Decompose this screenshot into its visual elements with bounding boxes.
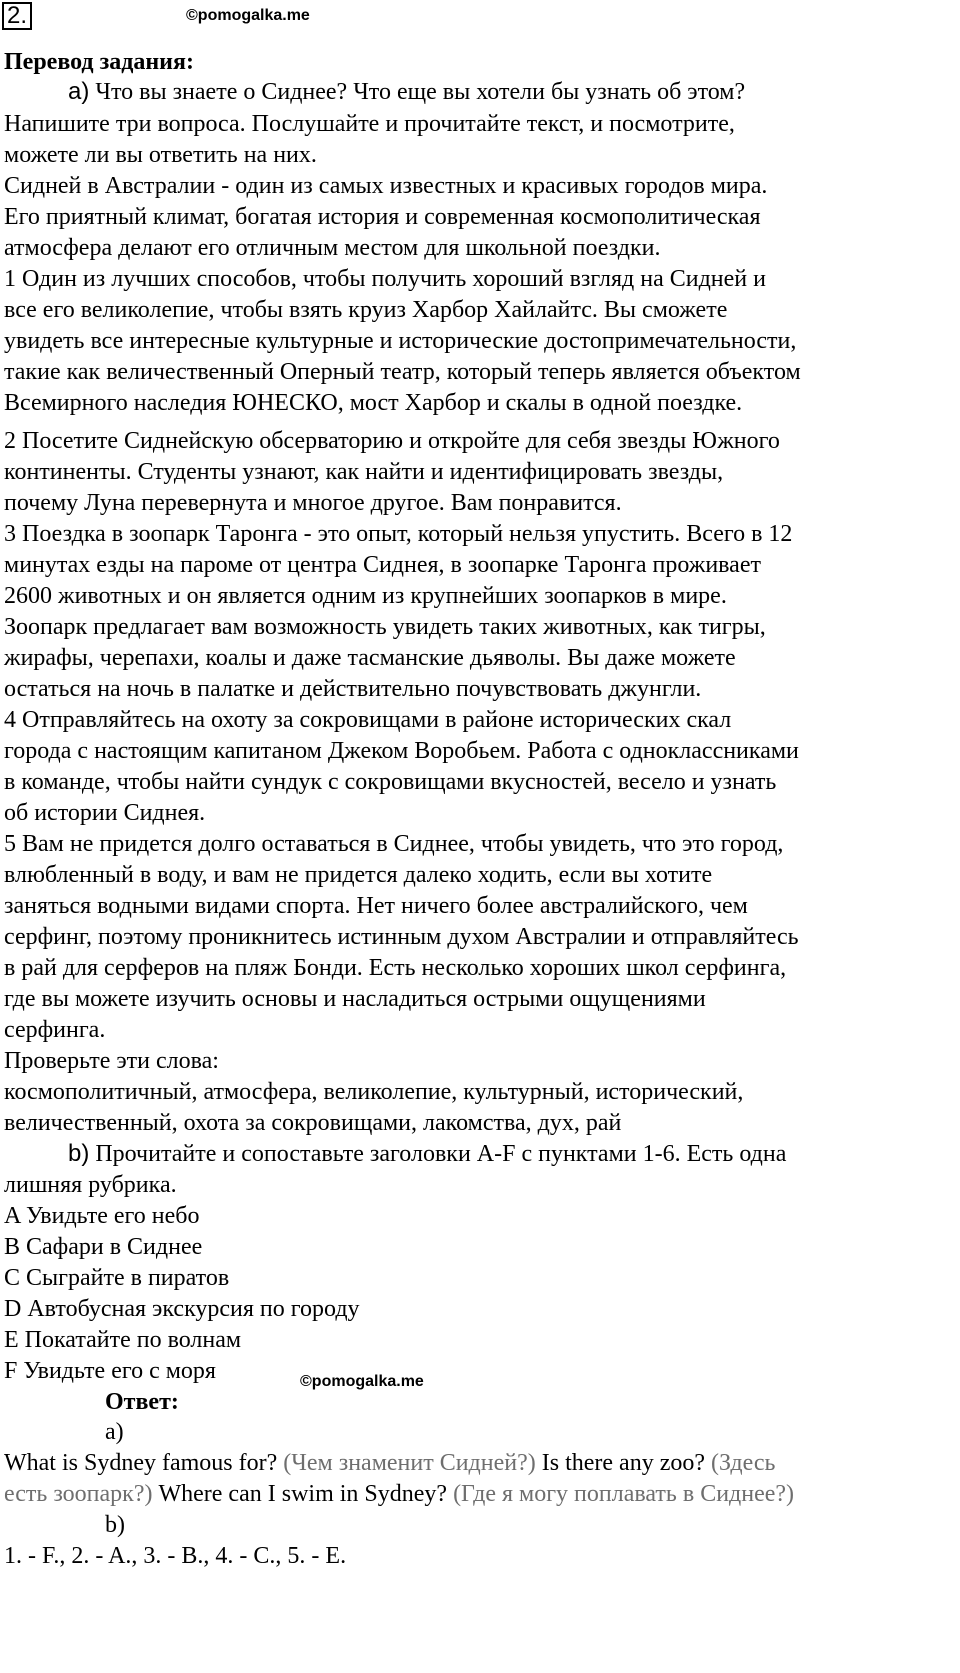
text-line: все его великолепие, чтобы взять круиз Харбор Хайлайтс. Вы сможете xyxy=(4,297,728,323)
text-line: заняться водными видами спорта. Нет ничего более австралийского, чем xyxy=(4,893,748,919)
text-line: об истории Сиднея. xyxy=(4,800,206,826)
text-line: Напишите три вопроса. Послушайте и прочитайте текст, и посмотрите, xyxy=(4,111,735,137)
vocabulary-line: космополитичный, атмосфера, великолепие, культурный, исторический, xyxy=(4,1079,744,1105)
answer-b-text: 1. - F., 2. - A., 3. - B., 4. - C., 5. - E. xyxy=(4,1543,347,1569)
heading-option-f: F Увидьте его с моря xyxy=(4,1358,216,1384)
text-line: жирафы, черепахи, коалы и даже тасманские дьяволы. Вы даже можете xyxy=(4,645,736,671)
text-line: Сидней в Австралии - один из самых известных и красивых городов мира. xyxy=(4,173,768,199)
paragraph-1-line: 1 Один из лучших способов, чтобы получить хороший взгляд на Сидней и xyxy=(4,266,766,292)
text-line: континенты. Студенты узнают, как найти и идентифицировать звезды, xyxy=(4,459,724,485)
part-b-label: b) xyxy=(68,1140,90,1167)
task-number-box: 2. xyxy=(2,2,32,30)
text-line: серфинг, поэтому проникнитесь истинным духом Австралии и отправляйтесь xyxy=(4,924,799,950)
vocabulary-line: величественный, охота за сокровищами, лакомства, дух, рай xyxy=(4,1110,622,1136)
translation-heading: Перевод задания: xyxy=(4,49,194,75)
heading-option-a: A Увидьте его небо xyxy=(4,1203,200,1229)
text-line: Его приятный климат, богатая история и современная космополитическая xyxy=(4,204,761,230)
text-line: почему Луна перевернута и многое другое. Вам понравится. xyxy=(4,490,622,516)
answer-b-label: b) xyxy=(105,1512,125,1538)
watermark-top: ©pomogalka.me xyxy=(186,7,310,24)
heading-option-d: D Автобусная экскурсия по городу xyxy=(4,1296,360,1322)
text-line: серфинга. xyxy=(4,1017,106,1043)
text-line: где вы можете изучить основы и насладиться острыми ощущениями xyxy=(4,986,706,1012)
answer-heading: Ответ: xyxy=(105,1389,179,1415)
text-line: Всемирного наследия ЮНЕСКО, мост Харбор и скалы в одной поездке. xyxy=(4,390,743,416)
watermark-mid: ©pomogalka.me xyxy=(300,1373,424,1390)
text-line: Зоопарк предлагает вам возможность увидеть таких животных, как тигры, xyxy=(4,614,766,640)
text-line: атмосфера делают его отличным местом для школьной поездки. xyxy=(4,235,661,261)
heading-option-b: B Сафари в Сиднее xyxy=(4,1234,203,1260)
paragraph-4-line: 4 Отправляйтесь на охоту за сокровищами в районе исторических скал xyxy=(4,707,732,733)
check-words-heading: Проверьте эти слова: xyxy=(4,1048,219,1074)
part-a-intro-line: а) Что вы знаете о Сиднее? Что еще вы хотели бы узнать об этом? xyxy=(68,78,746,105)
paragraph-2-line: 2 Посетите Сиднейскую обсерваторию и откройте для себя звезды Южного xyxy=(4,428,780,454)
paragraph-3-line: 3 Поездка в зоопарк Таронга - это опыт, который нельзя упустить. Всего в 12 xyxy=(4,521,793,547)
answer-a-line-1: What is Sydney famous for? (Чем знаменит Сидней?) Is there any zoo? (Здесь xyxy=(4,1450,776,1476)
answer-a-line-2: есть зоопарк?) Where can I swim in Sydney? (Где я могу поплавать в Сиднее?) xyxy=(4,1481,795,1507)
answer-a-label: а) xyxy=(105,1419,124,1445)
text-line: в рай для серферов на пляж Бонди. Есть несколько хороших школ серфинга, xyxy=(4,955,787,981)
part-a-label: а) xyxy=(68,78,90,105)
text-line: можете ли вы ответить на них. xyxy=(4,142,317,168)
text-line: города с настоящим капитаном Джеком Воробьем. Работа с одноклассниками xyxy=(4,738,799,764)
part-b-intro-line: b) Прочитайте и сопоставьте заголовки A-F с пунктами 1-6. Есть одна xyxy=(68,1140,787,1167)
text-line: лишняя рубрика. xyxy=(4,1172,177,1198)
text-line: такие как величественный Оперный театр, который теперь является объектом xyxy=(4,359,801,385)
text-line: увидеть все интересные культурные и исторические достопримечательности, xyxy=(4,328,797,354)
paragraph-5-line: 5 Вам не придется долго оставаться в Сиднее, чтобы увидеть, что это город, xyxy=(4,831,784,857)
text-line: в команде, чтобы найти сундук с сокровищами вкусностей, весело и узнать xyxy=(4,769,777,795)
text-line: остаться на ночь в палатке и действительно почувствовать джунгли. xyxy=(4,676,702,702)
heading-option-e: E Покатайте по волнам xyxy=(4,1327,242,1353)
text-line: минутах езды на пароме от центра Сиднея, в зоопарке Таронга проживает xyxy=(4,552,761,578)
heading-option-c: C Сыграйте в пиратов xyxy=(4,1265,230,1291)
text-line: влюбленный в воду, и вам не придется далеко ходить, если вы хотите xyxy=(4,862,713,888)
text-line: 2600 животных и он является одним из крупнейших зоопарков в мире. xyxy=(4,583,727,609)
